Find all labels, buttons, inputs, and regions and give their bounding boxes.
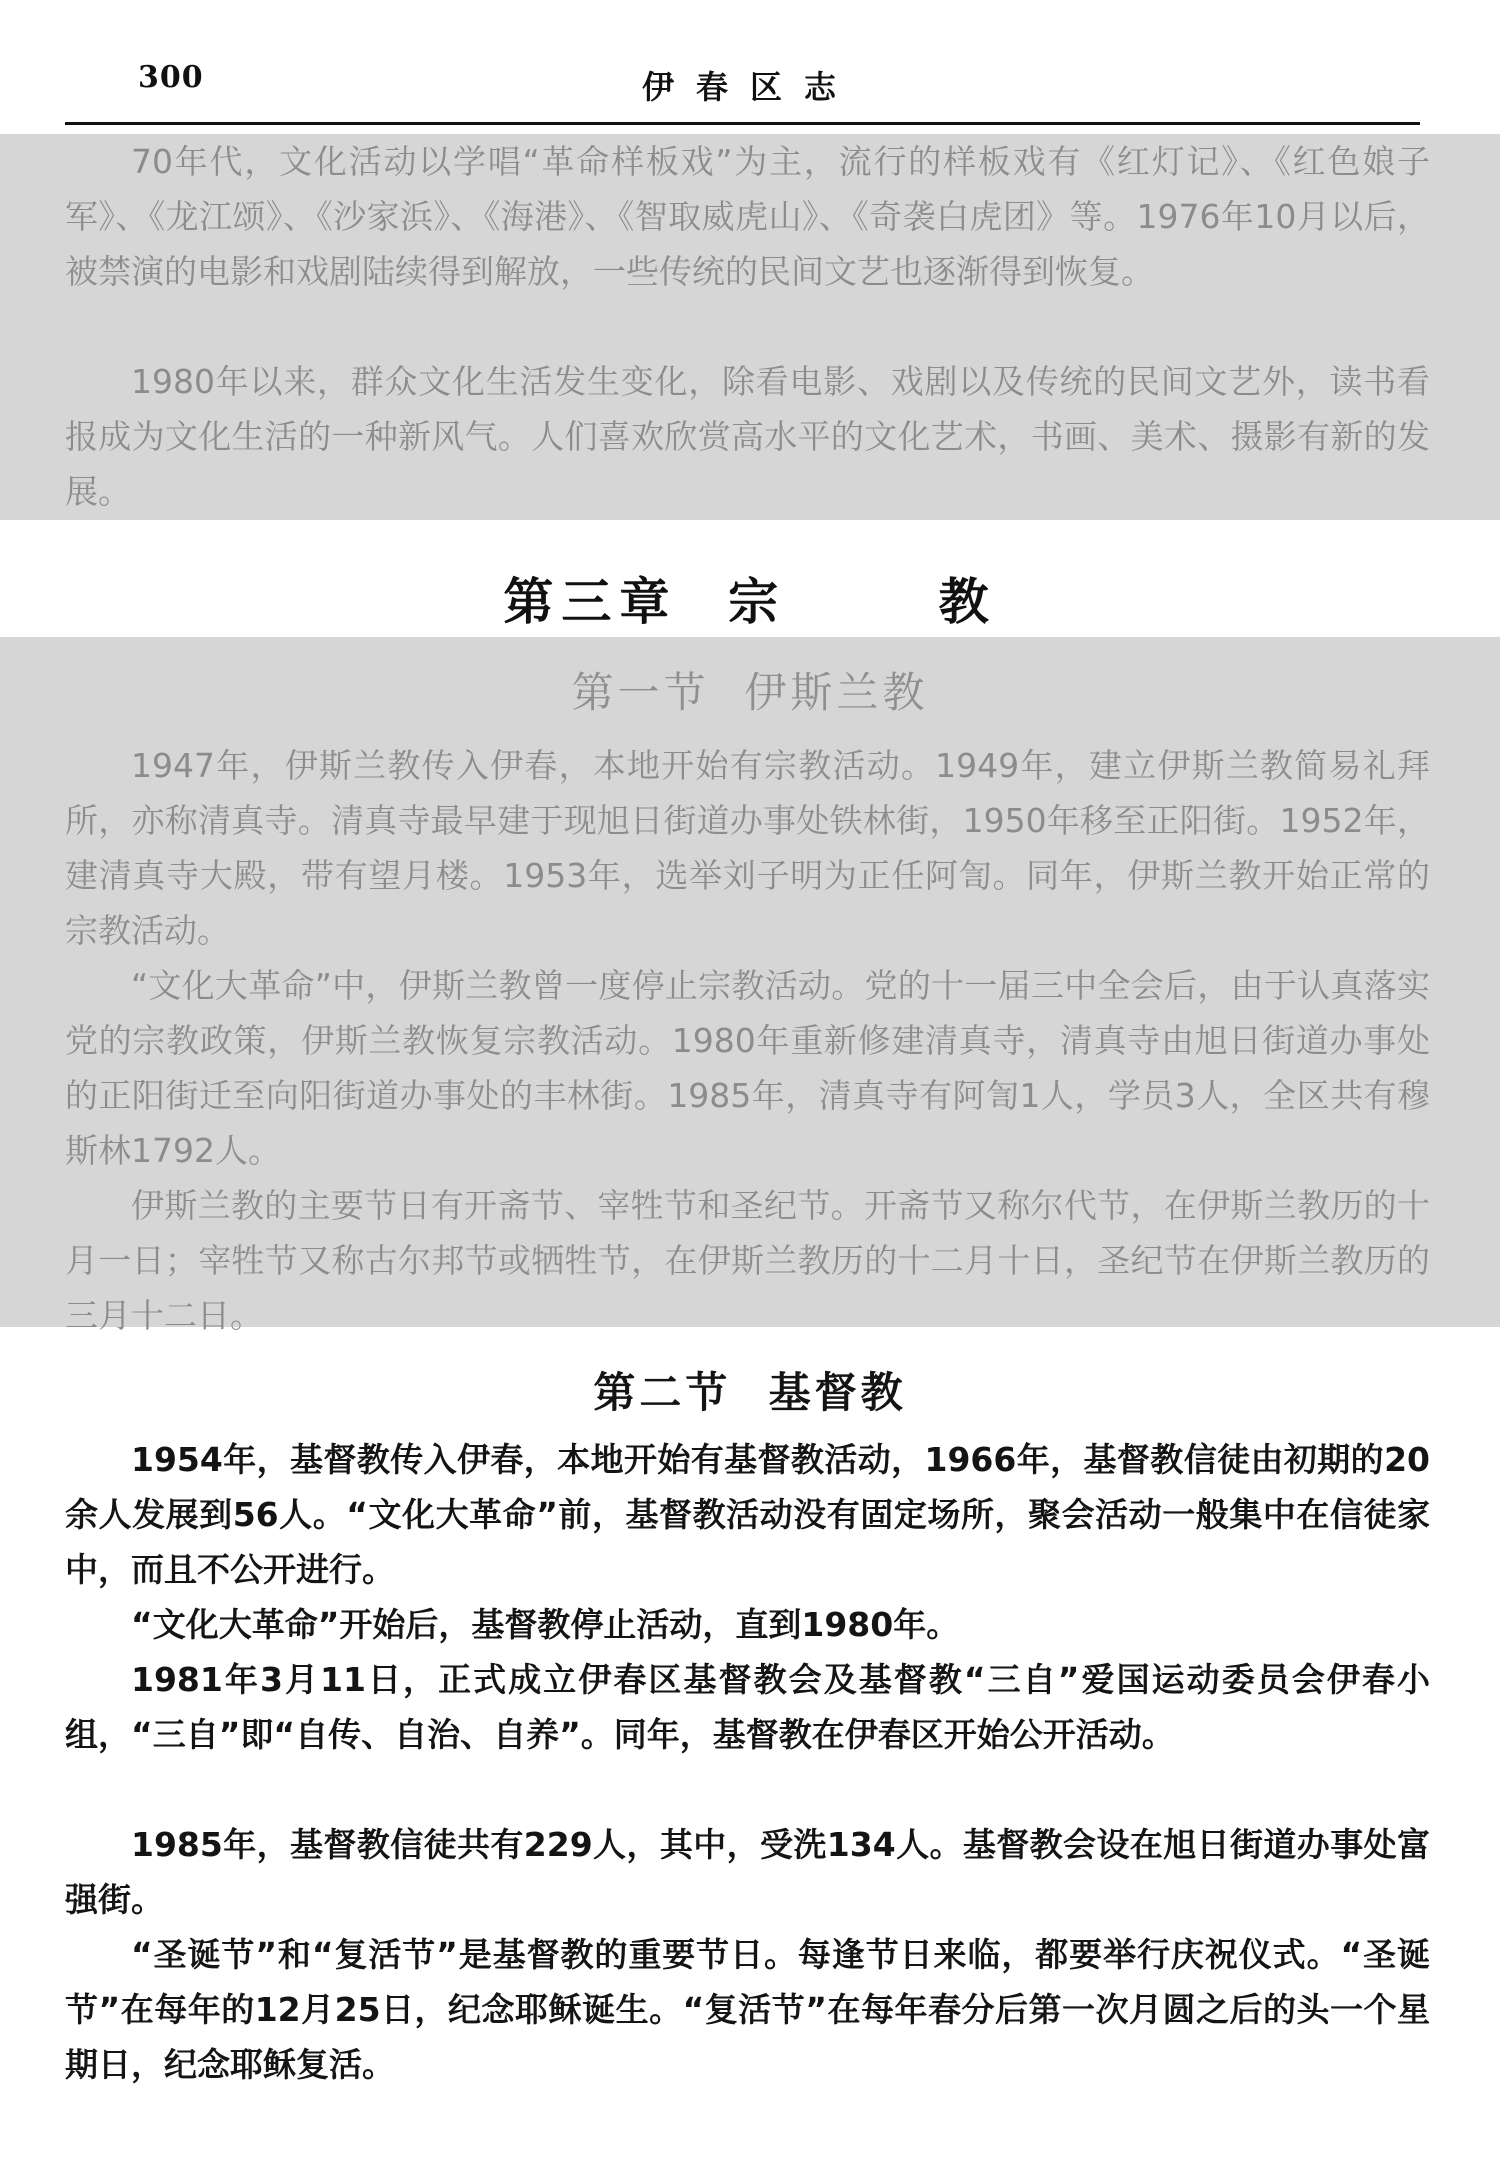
- islam-paragraph-3: 伊斯兰教的主要节日有开斋节、宰牲节和圣纪节。开斋节又称尔代节，在伊斯兰教历的十月一日；宰牲节又称古尔邦节或牺牲节，在伊斯兰教历的十二月十日，圣纪节在伊斯兰教历的三月十二日。: [65, 1186, 1430, 1335]
- islam-paragraph-2: “文化大革命”中，伊斯兰教曾一度停止宗教活动。党的十一届三中全会后，由于认真落实党的宗教政策，伊斯兰教恢复宗教活动。1980年重新修建清真寺，清真寺由旭日街道办事处的正阳街迁至向阳街道办事处的丰林街。1985年，清真寺有阿訇1人，学员3人，全区共有穆斯林1792人。: [65, 966, 1430, 1170]
- christianity-paragraph-1: 1954年，基督教传入伊春，本地开始有基督教活动，1966年，基督教信徒由初期的20余人发展到56人。“文化大革命”前，基督教活动没有固定场所，聚会活动一般集中在信徒家中，而且不公开进行。: [65, 1440, 1430, 1589]
- intro-paragraph-2: 1980年以来，群众文化生活发生变化，除看电影、戏剧以及传统的民间文艺外，读书看报成为文化生活的一种新风气。人们喜欢欣赏高水平的文化艺术，书画、美术、摄影有新的发展。: [65, 362, 1430, 511]
- christianity-paragraph-3: 1981年3月11日，正式成立伊春区基督教会及基督教“三自”爱国运动委员会伊春小组，“三自”即“自传、自治、自养”。同年，基督教在伊春区开始公开活动。: [65, 1660, 1430, 1754]
- section-title-christianity: 第二节 基督教: [593, 1368, 907, 1417]
- christianity-paragraph-2: “文化大革命”开始后，基督教停止活动，直到1980年。: [131, 1605, 960, 1644]
- page-number: 300: [138, 60, 204, 95]
- christianity-paragraph-4: 1985年，基督教信徒共有229人，其中，受洗134人。基督教会设在旭日街道办事处富强街。: [65, 1825, 1430, 1919]
- islam-paragraph-1: 1947年，伊斯兰教传入伊春，本地开始有宗教活动。1949年，建立伊斯兰教简易礼拜所，亦称清真寺。清真寺最早建于现旭日街道办事处铁林街，1950年移至正阳街。1952年，建清真寺大殿，带有望月楼。1953年，选举刘子明为正任阿訇。同年，伊斯兰教开始正常的宗教活动。: [65, 746, 1430, 950]
- running-title: 伊春区志: [641, 68, 858, 106]
- chapter-title: 第三章 宗 教: [503, 573, 997, 631]
- christianity-paragraph-5: “圣诞节”和“复活节”是基督教的重要节日。每逢节日来临，都要举行庆祝仪式。“圣诞节”在每年的12月25日，纪念耶稣诞生。“复活节”在每年春分后第一次月圆之后的头一个星期日，纪念耶稣复活。: [65, 1935, 1430, 2084]
- header-rule: [65, 122, 1420, 125]
- section-title-islam: 第一节 伊斯兰教: [571, 668, 929, 717]
- intro-paragraph-1: 70年代，文化活动以学唱“革命样板戏”为主，流行的样板戏有《红灯记》、《红色娘子军》、《龙江颂》、《沙家浜》、《海港》、《智取威虎山》、《奇袭白虎团》等。1976年10月以后，被禁演的电影和戏剧陆续得到解放，一些传统的民间文艺也逐渐得到恢复。: [65, 142, 1430, 291]
